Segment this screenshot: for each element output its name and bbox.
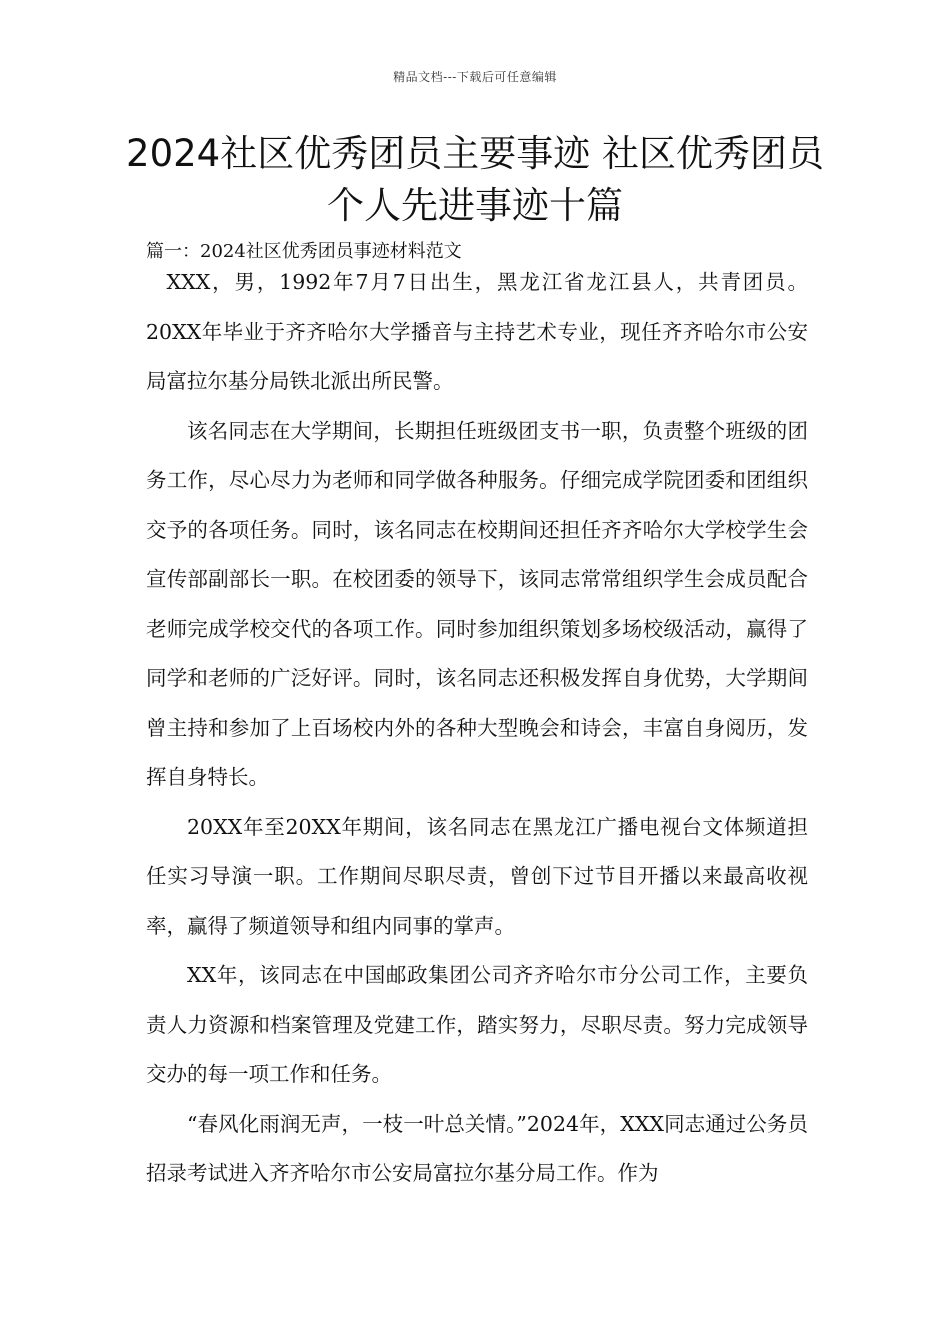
header-note: 精品文档---下载后可任意编辑 xyxy=(393,70,557,84)
paragraph: “春风化雨润无声，一枝一叶总关情。”2024年，XXX同志通过公务员招录考试进入齐齐哈尔市公安局富拉尔基分局工作。作为 xyxy=(146,1111,808,1185)
document-title: 2024社区优秀团员主要事迹 社区优秀团员个人先进事迹十篇 xyxy=(126,132,824,227)
paragraph: 20XX年至20XX年期间，该名同志在黑龙江广播电视台文体频道担任实习导演一职。工作期间尽职尽责，曾创下过节目开播以来最高收视率，赢得了频道领导和组内同事的掌声。 xyxy=(146,814,808,938)
paragraph: 该名同志在大学期间，长期担任班级团支书一职，负责整个班级的团务工作，尽心尽力为老师和同学做各种服务。仔细完成学院团委和团组织交予的各项任务。同时，该名同志在校期间还担任齐齐哈尔大学校学生会宣传部副部长一职。在校团委的领导下，该同志常常组织学生会成员配合老师完成学校交代的各项工作。同时参加组织策划多场校级活动，赢得了同学和老师的广泛好评。同时，该名同志还积极发挥自身优势，大学期间曾主持和参加了上百场校内外的各种大型晚会和诗会，丰富自身阅历，发挥自身特长。 xyxy=(146,418,808,789)
body-text xyxy=(146,258,808,1199)
paragraph: XXX，男，1992年7月7日出生，黑龙江省龙江县人，共青团员。20XX年毕业于齐齐哈尔大学播音与主持艺术专业，现任齐齐哈尔市公安局富拉尔基分局铁北派出所民警。 xyxy=(146,270,808,393)
section-heading: 篇一：2024社区优秀团员事迹材料范文 xyxy=(146,241,462,262)
paragraph: XX年，该同志在中国邮政集团公司齐齐哈尔市分公司工作，主要负责人力资源和档案管理及党建工作，踏实努力，尽职尽责。努力完成领导交办的每一项工作和任务。 xyxy=(146,963,808,1086)
